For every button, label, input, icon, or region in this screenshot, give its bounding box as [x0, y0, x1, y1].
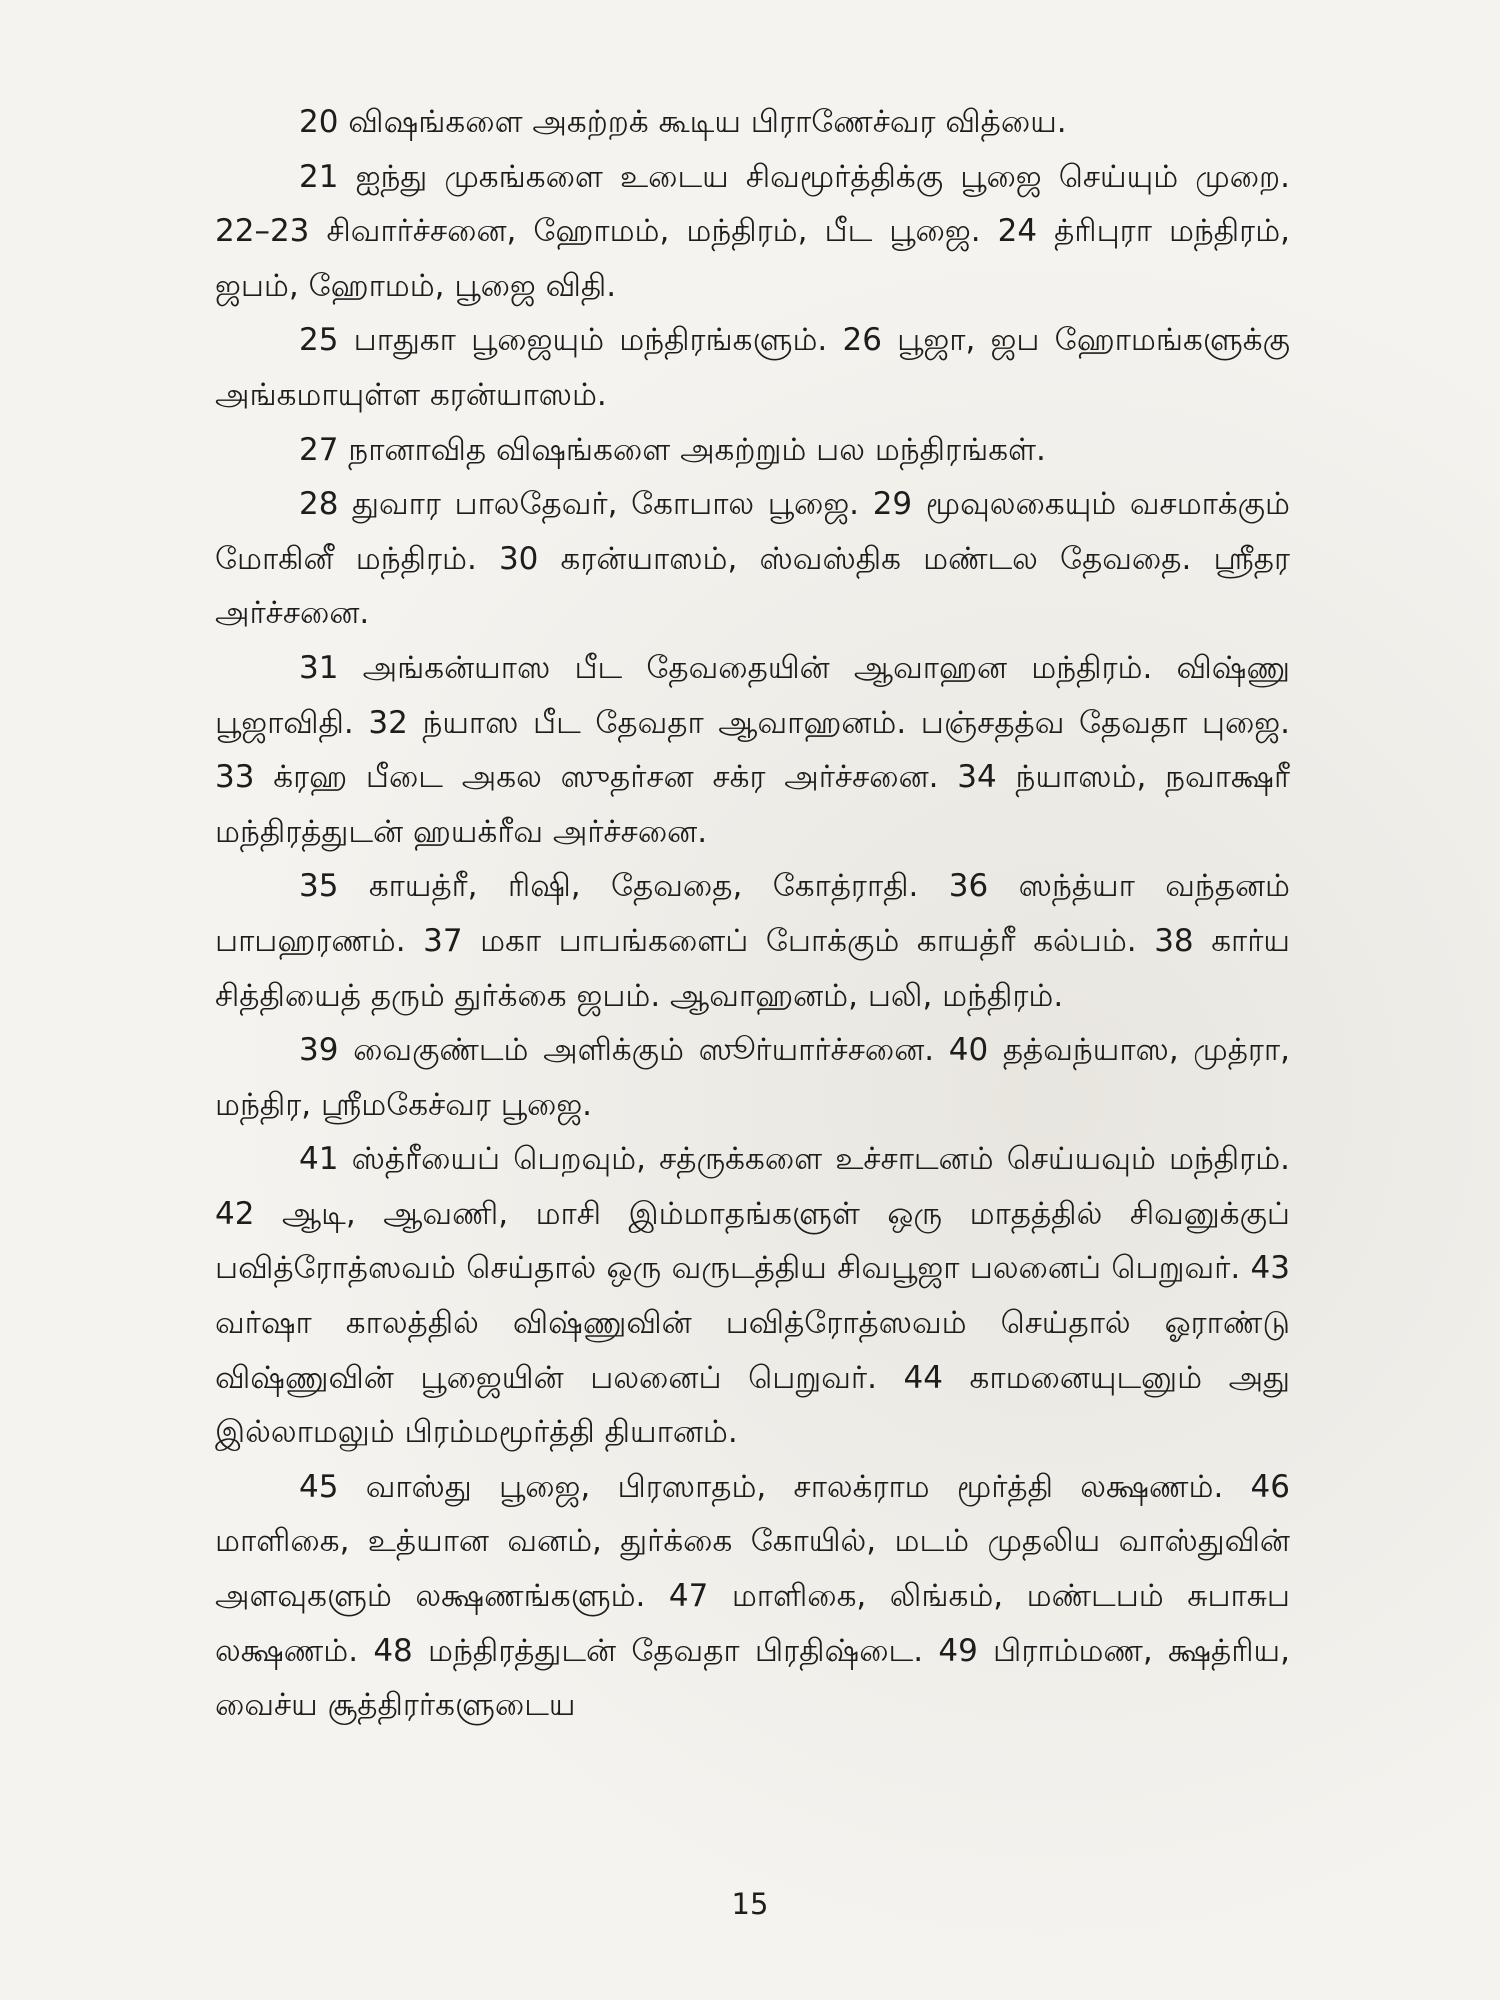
- paragraph-21-24: 21 ஐந்து முகங்களை உடைய சிவமூர்த்திக்கு பூஜை செய்யும் முறை. 22–23 சிவார்ச்சனை, ஹோமம், மந்திரம், பீட பூஜை. 24 த்ரிபுரா மந்திரம், ஜபம், ஹோமம், பூஜை விதி.: [215, 158, 1290, 304]
- paragraph-35-38: 35 காயத்ரீ, ரிஷி, தேவதை, கோத்ராதி. 36 ஸந்த்யா வந்தனம் பாபஹரணம். 37 மகா பாபங்களைப் போக்கும் காயத்ரீ கல்பம். 38 கார்ய சித்தியைத் தரும் துர்க்கை ஜபம். ஆவாஹனம், பலி, மந்திரம்.: [215, 868, 1290, 1014]
- page-number: 15: [731, 1887, 769, 1921]
- paragraph-25-26: 25 பாதுகா பூஜையும் மந்திரங்களும். 26 பூஜா, ஜப ஹோமங்களுக்கு அங்கமாயுள்ள கரன்யாஸம்.: [215, 322, 1290, 413]
- paragraph-41-44: 41 ஸ்த்ரீயைப் பெறவும், சத்ருக்களை உச்சாடனம் செய்யவும் மந்திரம். 42 ஆடி, ஆவணி, மாசி இம்மாதங்களுள் ஒரு மாதத்தில் சிவனுக்குப் பவித்ரோத்ஸவம் செய்தால் ஒரு வருடத்திய சிவபூஜா பலனைப் பெறுவர். 43 வர்ஷா காலத்தில் விஷ்ணுவின் பவித்ரோத்ஸவம் செய்தால் ஓராண்டு விஷ்ணுவின் பூஜையின் பலனைப் பெறுவர். 44 காமனையுடனும் அது இல்லாமலும் பிரம்மமூர்த்தி தியானம்.: [215, 1141, 1290, 1451]
- paragraph-45-49: 45 வாஸ்து பூஜை, பிரஸாதம், சாலக்ராம மூர்த்தி லக்ஷணம். 46 மாளிகை, உத்யான வனம், துர்க்கை கோயில், மடம் முதலிய வாஸ்துவின் அளவுகளும் லக்ஷணங்களும். 47 மாளிகை, லிங்கம், மண்டபம் சுபாசுப லக்ஷணம். 48 மந்திரத்துடன் தேவதா பிரதிஷ்டை. 49 பிராம்மண, க்ஷத்ரிய, வைச்ய சூத்திரர்களுடைய: [215, 1468, 1290, 1724]
- paragraph-28-30: 28 துவார பாலதேவர், கோபால பூஜை. 29 மூவுலகையும் வசமாக்கும் மோகினீ மந்திரம். 30 கரன்யாஸம், ஸ்வஸ்திக மண்டல தேவதை. ஸ்ரீதர அர்ச்சனை.: [215, 486, 1290, 632]
- paragraph-20: 20 விஷங்களை அகற்றக் கூடிய பிராணேச்வர வித்யை.: [299, 104, 1067, 140]
- paragraph-31-34: 31 அங்கன்யாஸ பீட தேவதையின் ஆவாஹன மந்திரம். விஷ்ணு பூஜாவிதி. 32 ந்யாஸ பீட தேவதா ஆவாஹனம். பஞ்சதத்வ தேவதா புஜை. 33 க்ரஹ பீடை அகல ஸுதர்சன சக்ர அர்ச்சனை. 34 ந்யாஸம், நவாக்ஷரீ மந்திரத்துடன் ஹயக்ரீவ அர்ச்சனை.: [215, 649, 1290, 850]
- page-body-text: [215, 95, 1290, 1733]
- paragraph-27: 27 நானாவித விஷங்களை அகற்றும் பல மந்திரங்கள்.: [299, 431, 1046, 468]
- paragraph-39-40: 39 வைகுண்டம் அளிக்கும் ஸூர்யார்ச்சனை. 40 தத்வந்யாஸ, முத்ரா, மந்திர, ஸ்ரீமகேச்வர பூஜை.: [215, 1032, 1290, 1123]
